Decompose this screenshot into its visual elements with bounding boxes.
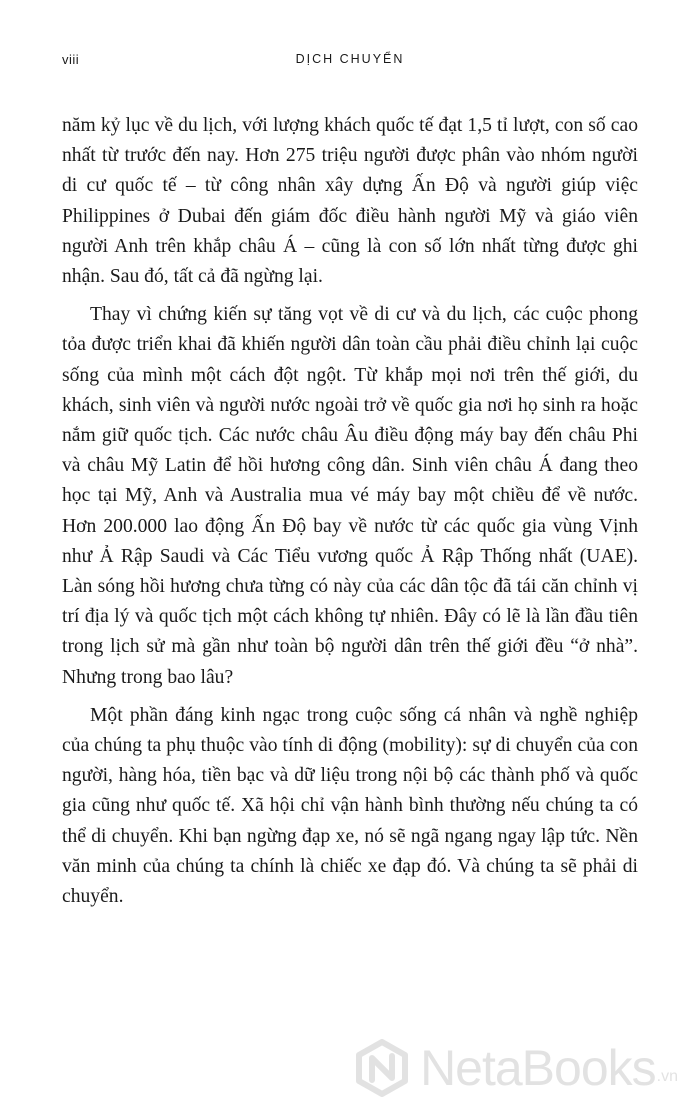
running-head-title: DỊCH CHUYỂN	[295, 52, 405, 66]
body-text	[62, 111, 638, 920]
paragraph-3: Một phần đáng kinh ngạc trong cuộc sống cá nhân và nghề nghiệp của chúng ta phụ thuộc vào tính di động (mobility): sự di chuyển của con người, hàng hóa, tiền bạc và dữ liệu trong nội bộ các thành phố và quốc gia cũng như quốc tế. Xã hội chỉ vận hành bình thường nếu chúng ta có thể di chuyển. Khi bạn ngừng đạp xe, nó sẽ ngã ngang ngay lập tức. Nền văn minh của chúng ta chính là chiếc xe đạp đó. Và chúng ta sẽ phải di chuyển.	[62, 704, 638, 908]
paragraph-1: năm kỷ lục về du lịch, với lượng khách quốc tế đạt 1,5 tỉ lượt, con số cao nhất từ trước đến nay. Hơn 275 triệu người được phân vào nhóm người di cư quốc tế – từ công nhân xây dựng Ấn Độ và người giúp việc Philippines ở Dubai đến giám đốc điều hành người Mỹ và giáo viên người Anh trên khắp châu Á – cũng là con số lớn nhất từng được ghi nhận. Sau đó, tất cả đã ngừng lại.	[62, 115, 638, 288]
paragraph-2: Thay vì chứng kiến sự tăng vọt về di cư và du lịch, các cuộc phong tỏa được triển khai đã khiến người dân toàn cầu phải điều chỉnh lại cuộc sống của mình một cách đột ngột. Từ khắp mọi nơi trên thế giới, du khách, sinh viên và người nước ngoài trở về quốc gia nơi họ sinh ra hoặc nắm giữ quốc tịch. Các nước châu Âu điều động máy bay đến châu Phi và châu Mỹ Latin để hồi hương công dân. Sinh viên châu Á đang theo học tại Mỹ, Anh và Australia mua vé máy bay một chiều để về nước. Hơn 200.000 lao động Ấn Độ bay về nước từ các quốc gia vùng Vịnh như Ả Rập Saudi và Các Tiểu vương quốc Ả Rập Thống nhất (UAE). Làn sóng hồi hương chưa từng có này của các dân tộc đã tái căn chỉnh vị trí địa lý và quốc tịch một cách không tự nhiên. Đây có lẽ là lần đầu tiên trong lịch sử mà gần như toàn bộ người dân trên thế giới đều “ở nhà”. Nhưng trong bao lâu?	[62, 304, 638, 688]
watermark-brand: NetaBooks	[420, 1040, 656, 1096]
page-header	[62, 52, 638, 72]
page-number: viii	[62, 52, 80, 67]
netabooks-watermark	[352, 1038, 678, 1098]
watermark-suffix: .vn	[656, 1068, 678, 1085]
netabooks-logo-icon	[352, 1038, 412, 1098]
